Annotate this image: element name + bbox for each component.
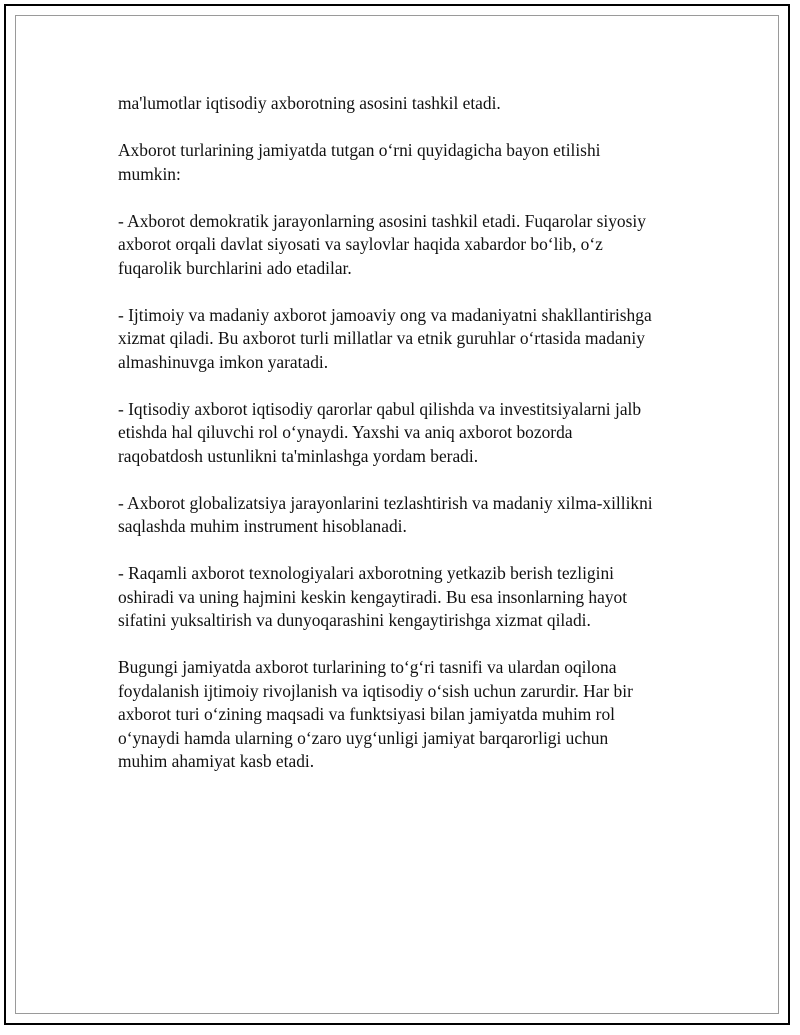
bullet-social-cultural: - Ijtimoiy va madaniy axborot jamoaviy ong va madaniyatni shakllantirishga xizmat qiladi. Bu axborot turli millatlar va etnik guruhlar o‘rtasida madaniy almashinuvga imkon yaratadi.	[118, 304, 652, 372]
document-body	[118, 92, 708, 797]
paragraph-intro-fragment: ma'lumotlar iqtisodiy axborotning asosini tashkil etadi.	[118, 93, 501, 113]
paragraph-conclusion: Bugungi jamiyatda axborot turlarining to‘g‘ri tasnifi va ulardan oqilona foydalanish ijtimoiy rivojlanish va iqtisodiy o‘sish uchun zarurdir. Har bir axborot turi o‘zining maqsadi va funktsiyasi bilan jamiyatda muhim rol o‘ynaydi hamda ularning o‘zaro uyg‘unligi jamiyat barqarorligi uchun muhim ahamiyat kasb etadi.	[118, 657, 633, 771]
paragraph-lead-in: Axborot turlarining jamiyatda tutgan o‘rni quyidagicha bayon etilishi mumkin:	[118, 140, 601, 184]
bullet-digital-technologies: - Raqamli axborot texnologiyalari axborotning yetkazib berish tezligini oshiradi va uning hajmini keskin kengaytiradi. Bu esa insonlarning hayot sifatini yuksaltirish va dunyoqarashini kengaytirishga xizmat qiladi.	[118, 563, 628, 630]
bullet-globalization: - Axborot globalizatsiya jarayonlarini tezlashtirish va madaniy xilma-xillikni saqlashda muhim instrument hisoblanadi.	[118, 492, 653, 536]
bullet-economic: - Iqtisodiy axborot iqtisodiy qarorlar qabul qilishda va investitsiyalarni jalb etishda hal qiluvchi rol o‘ynaydi. Yaxshi va aniq axborot bozorda raqobatdosh ustunlikni ta'minlashga yordam beradi.	[118, 398, 642, 466]
bullet-democratic-processes: - Axborot demokratik jarayonlarning asosini tashkil etadi. Fuqarolar siyosiy axborot orqali davlat siyosati va saylovlar haqida xabardor bo‘lib, o‘z fuqarolik burchlarini ado etadilar.	[118, 210, 646, 278]
